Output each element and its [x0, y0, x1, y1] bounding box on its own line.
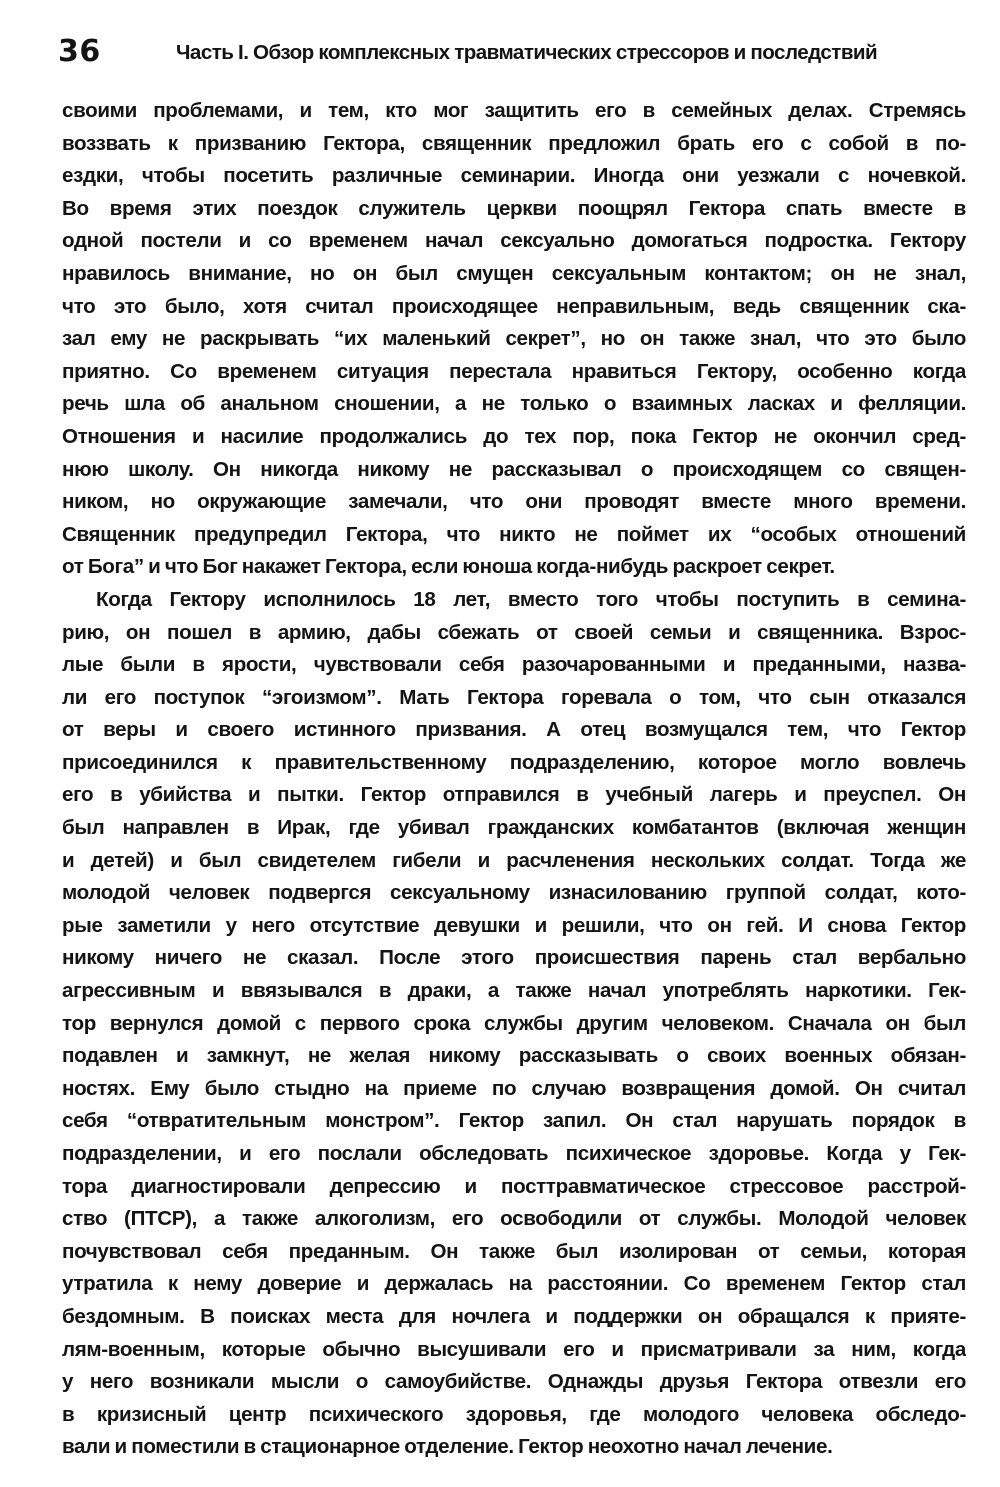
text-line: Отношения и насилие продолжались до тех пор, пока Гектор не окончил сред-	[62, 424, 966, 448]
text-line: речь шла об анальном сношении, а не только о взаимных ласках и фелляции.	[62, 392, 966, 416]
text-line: своими проблемами, и тем, кто мог защитить его в семейных делах. Стремясь	[62, 99, 966, 122]
paragraph-2	[62, 584, 966, 1464]
page-header	[58, 34, 958, 74]
text-line: подразделении, и его послали обследовать психическое здоровье. Когда у Гек-	[62, 1142, 966, 1165]
body-text	[62, 95, 966, 1464]
text-line: нравилось внимание, но он был смущен сексуальным контактом; он не знал,	[62, 261, 966, 285]
text-line: что это было, хотя считал происходящее неправильным, ведь священник ска-	[62, 294, 966, 318]
text-line: нюю школу. Он никогда никому не рассказывал о происходящем со священ-	[62, 457, 966, 481]
text-line: одной постели и со временем начал сексуально домогаться подростка. Гектору	[62, 229, 966, 253]
text-line: агрессивным и ввязывался в драки, а также начал употреблять наркотики. Гек-	[62, 979, 966, 1003]
text-line: его в убийства и пытки. Гектор отправился в учебный лагерь и преуспел. Он	[62, 783, 966, 807]
text-line: лям-военным, которые обычно высушивали его и присматривали за ним, когда	[62, 1337, 966, 1361]
text-line: тора диагностировали депрессию и посттравматическое стрессовое расстрой-	[62, 1174, 966, 1198]
text-line: рые заметили у него отсутствие девушки и решили, что он гей. И снова Гектор	[62, 913, 966, 937]
text-line: ездки, чтобы посетить различные семинарии. Иногда они уезжали с ночевкой.	[62, 164, 966, 188]
text-line: ностях. Ему было стыдно на приеме по случаю возвращения домой. Он считал	[62, 1076, 966, 1100]
text-line: и детей) и был свидетелем гибели и расчленения нескольких солдат. Тогда же	[62, 848, 966, 872]
text-line: Во время этих поездок служитель церкви поощрял Гектора спать вместе в	[62, 196, 966, 220]
text-line: у него возникали мысли о самоубийстве. Однажды друзья Гектора отвезли его	[62, 1370, 966, 1394]
text-line: Священник предупредил Гектора, что никто не поймет их “особых отношений	[62, 522, 966, 546]
text-line: присоединился к правительственному подразделению, которое могло вовлечь	[62, 750, 966, 774]
text-line: от веры и своего истинного призвания. А отец возмущался тем, что Гектор	[62, 718, 966, 742]
text-line: подавлен и замкнут, не желая никому рассказывать о своих военных обязан-	[62, 1044, 966, 1068]
paragraph-1	[62, 95, 966, 584]
text-line: никому ничего не сказал. После этого происшествия парень стал вербально	[62, 946, 966, 970]
text-line: был направлен в Ирак, где убивал гражданских комбатантов (включая женщин	[62, 816, 966, 840]
running-head: Часть I. Обзор комплексных травматических стрессоров и последствий	[176, 41, 878, 64]
text-line: рию, он пошел в армию, дабы сбежать от своей семьи и священника. Взрос-	[62, 620, 966, 644]
text-line: утратила к нему доверие и держалась на расстоянии. Со временем Гектор стал	[62, 1272, 966, 1296]
text-line: в кризисный центр психического здоровья, где молодого человека обследо-	[62, 1402, 966, 1426]
text-line: ство (ПТСР), а также алкоголизм, его освободили от службы. Молодой человек	[62, 1207, 966, 1231]
page-number: 36	[58, 34, 101, 69]
text-line: воззвать к призванию Гектора, священник предложил брать его с собой в по-	[62, 131, 966, 155]
text-line: приятно. Со временем ситуация перестала нравиться Гектору, особенно когда	[62, 359, 966, 383]
text-line: лые были в ярости, чувствовали себя разочарованными и преданными, назва-	[62, 653, 966, 677]
text-line: Когда Гектору исполнилось 18 лет, вместо того чтобы поступить в семина-	[96, 587, 966, 611]
text-line: зал ему не раскрывать “их маленький секрет”, но он также знал, что это было	[62, 327, 966, 351]
text-line: себя “отвратительным монстром”. Гектор запил. Он стал нарушать порядок в	[62, 1109, 966, 1133]
text-line: тор вернулся домой с первого срока службы другим человеком. Сначала он был	[62, 1011, 966, 1035]
text-line: от Бога” и что Бог накажет Гектора, если юноша когда-нибудь раскроет секрет.	[62, 555, 835, 579]
text-line: ником, но окружающие замечали, что они проводят вместе много времени.	[62, 490, 966, 514]
text-line: бездомным. В поисках места для ночлега и поддержки он обращался к прияте-	[62, 1304, 966, 1328]
text-line: ли его поступок “эгоизмом”. Мать Гектора горевала о том, что сын отказался	[62, 685, 966, 709]
text-line: молодой человек подвергся сексуальному изнасилованию группой солдат, кото-	[62, 881, 966, 905]
text-line: вали и поместили в стационарное отделение. Гектор неохотно начал лечение.	[62, 1435, 833, 1459]
text-line: почувствовал себя преданным. Он также был изолирован от семьи, которая	[62, 1239, 966, 1263]
